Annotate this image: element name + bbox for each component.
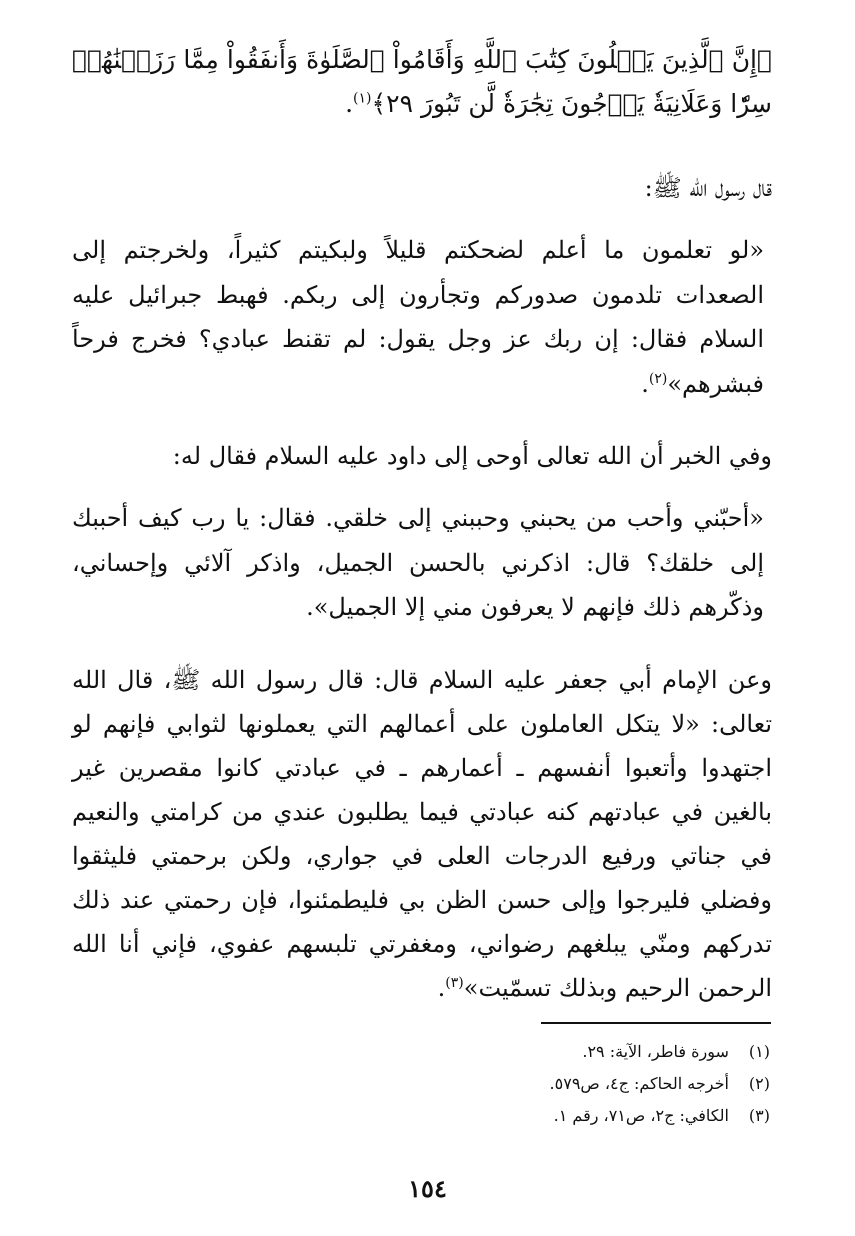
hadith-quote-1-end: . xyxy=(641,369,649,398)
footnote-text: الكافي: ج٢، ص٧١، رقم ١. xyxy=(553,1106,729,1125)
quran-verse-text: ﴿إِنَّ ٱلَّذِينَ يَتۡلُونَ كِتَٰبَ ٱللَّهِ وَأَقَامُواْ ٱلصَّلَوٰةَ وَأَنفَقُواْ مِمَّا رَزَقۡنَٰهُمۡ سِرّٗا وَعَلَانِيَةٗ يَرۡجُونَ تِجَٰرَةٗ لَّن تَبُورَ ٢٩﴾ xyxy=(72,45,772,118)
footnotes xyxy=(300,1036,770,1132)
footnote-item xyxy=(300,1036,770,1068)
footnote-divider xyxy=(541,1022,771,1024)
quran-verse-end: . xyxy=(345,89,354,118)
hadith-quote-1 xyxy=(72,228,764,406)
main-paragraph xyxy=(72,658,772,1010)
intro-line-1: قال رسول الله ﷺ: xyxy=(644,174,772,202)
hadith-quote-2-text: «أحبّني وأحب من يحبني وحببني إلى خلقي. فقال: يا رب كيف أحببك إلى خلقك؟ قال: اذكرني بالحسن الجميل، واذكر آلائي وإحساني، وذكّرهم ذلك فإنهم لا يعرفون مني إلا الجميل» xyxy=(72,504,764,621)
hadith-quote-1-text: «لو تعلمون ما أعلم لضحكتم قليلاً ولبكيتم كثيراً، ولخرجتم إلى الصعدات تلدمون صدوركم وتجأرون إلى ربكم. فهبط جبرائيل عليه السلام فقال: إن ربك عز وجل يقول: لم تقنط عبادي؟ فخرج فرحاً فبشرهم» xyxy=(72,236,765,398)
main-paragraph-text: وعن الإمام أبي جعفر عليه السلام قال: قال رسول الله ﷺ، قال الله تعالى: «لا يتكل العاملون على أعمالهم التي يعملونها لثوابي فإنهم لو اجتهدوا وأتعبوا أنفسهم ـ أعمارهم ـ في عبادتي كانوا مقصرين غير بالغين في عبادتهم كنه عبادتي فيما يطلبون عندي من كرامتي والنعيم في جناتي ورفيع الدرجات العلى في جواري، ولكن برحمتي فليثقوا وفضلي فليرجوا وإلى حسن الظن بي فليطمئنوا، فإن رحمتي عند ذلك تدركهم ومنّي يبلغهم رضواني، ومغفرتي تلبسهم عفوي، فإني أنا الله الرحمن الرحيم وبذلك تسمّيت» xyxy=(72,665,772,1002)
footnote-ref-1: (١) xyxy=(353,90,372,107)
hadith-quote-2-end: . xyxy=(306,593,314,621)
quran-verse xyxy=(72,38,772,126)
footnote-ref-2: (٢) xyxy=(648,370,668,387)
page-body xyxy=(72,38,772,1010)
footnote-number: (١) xyxy=(748,1042,770,1061)
footnote-number: (٣) xyxy=(748,1106,770,1125)
hadith-quote-2 xyxy=(72,496,764,630)
main-paragraph-end: . xyxy=(437,973,446,1002)
page-number: ١٥٤ xyxy=(408,1174,447,1203)
footnote-ref-3: (٣) xyxy=(445,974,464,991)
footnote-text: سورة فاطر، الآية: ٢٩. xyxy=(582,1042,729,1061)
footnote-text: أخرجه الحاكم: ج٤، ص٥٧٩. xyxy=(549,1074,729,1093)
footnote-item xyxy=(300,1100,770,1132)
footnote-item xyxy=(300,1068,770,1100)
footnote-number: (٢) xyxy=(748,1074,770,1093)
intro-line-2: وفي الخبر أن الله تعالى أوحى إلى داود عليه السلام فقال له: xyxy=(172,442,772,470)
